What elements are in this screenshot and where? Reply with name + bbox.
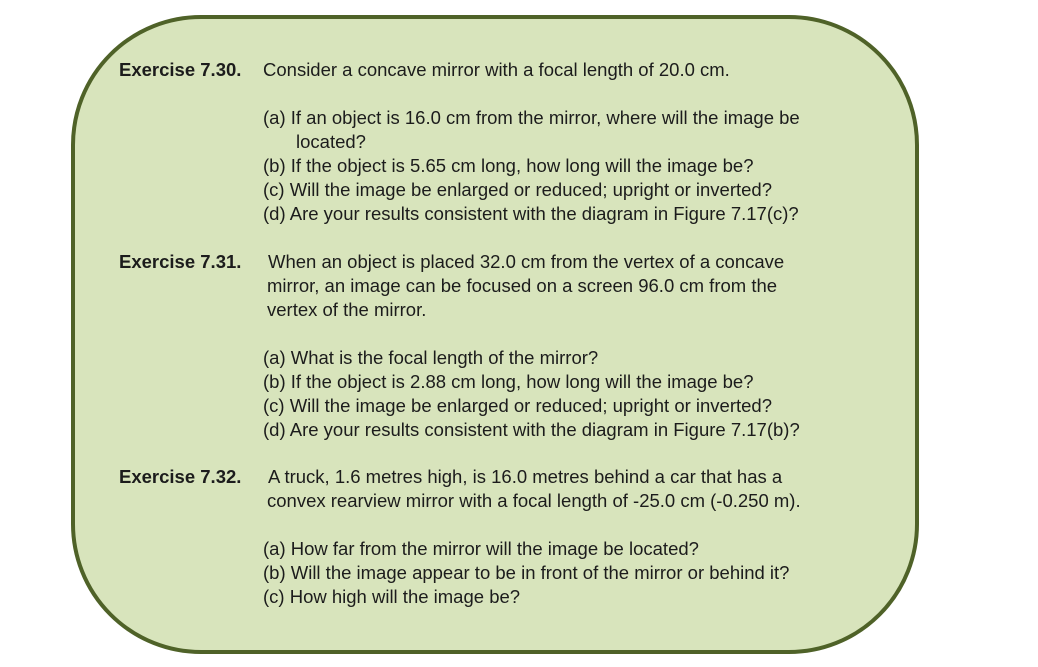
exercise-7-32-intro-line: convex rearview mirror with a focal length of -25.0 cm (-0.250 m). (267, 490, 801, 511)
exercise-7-32-intro-line: A truck, 1.6 metres high, is 16.0 metres behind a car that has a (268, 466, 783, 487)
exercise-7-32-question-a: (a) How far from the mirror will the image be located? (263, 538, 699, 559)
exercise-7-30-question-c: (c) Will the image be enlarged or reduced; upright or inverted? (263, 179, 773, 200)
exercise-7-30-question-b: (b) If the object is 5.65 cm long, how long will the image be? (263, 155, 754, 176)
exercise-7-31-intro-line: When an object is placed 32.0 cm from the vertex of a concave (268, 251, 785, 272)
exercise-7-31-intro-line: vertex of the mirror. (267, 299, 427, 320)
exercise-7-30-heading: Exercise 7.30. (119, 59, 242, 80)
exercise-7-31-question-a: (a) What is the focal length of the mirror? (263, 347, 599, 368)
exercise-7-30-intro-line: Consider a concave mirror with a focal length of 20.0 cm. (263, 59, 730, 80)
exercise-7-31-heading: Exercise 7.31. (119, 251, 242, 272)
exercise-7-31-question-b: (b) If the object is 2.88 cm long, how long will the image be? (263, 371, 754, 392)
exercise-7-32-question-b: (b) Will the image appear to be in front of the mirror or behind it? (263, 562, 790, 583)
exercise-7-31-question-c: (c) Will the image be enlarged or reduced; upright or inverted? (263, 395, 773, 416)
exercise-7-30-question-a-continued: located? (296, 131, 366, 152)
exercise-7-32-heading: Exercise 7.32. (119, 466, 242, 487)
exercise-7-30-question-d: (d) Are your results consistent with the diagram in Figure 7.17(c)? (263, 203, 799, 224)
exercise-7-30-question-a: (a) If an object is 16.0 cm from the mirror, where will the image be (263, 107, 800, 128)
exercise-7-32-question-c: (c) How high will the image be? (263, 586, 521, 607)
exercise-7-31-question-d: (d) Are your results consistent with the diagram in Figure 7.17(b)? (263, 419, 800, 440)
exercise-7-31-intro-line: mirror, an image can be focused on a screen 96.0 cm from the (267, 275, 778, 296)
